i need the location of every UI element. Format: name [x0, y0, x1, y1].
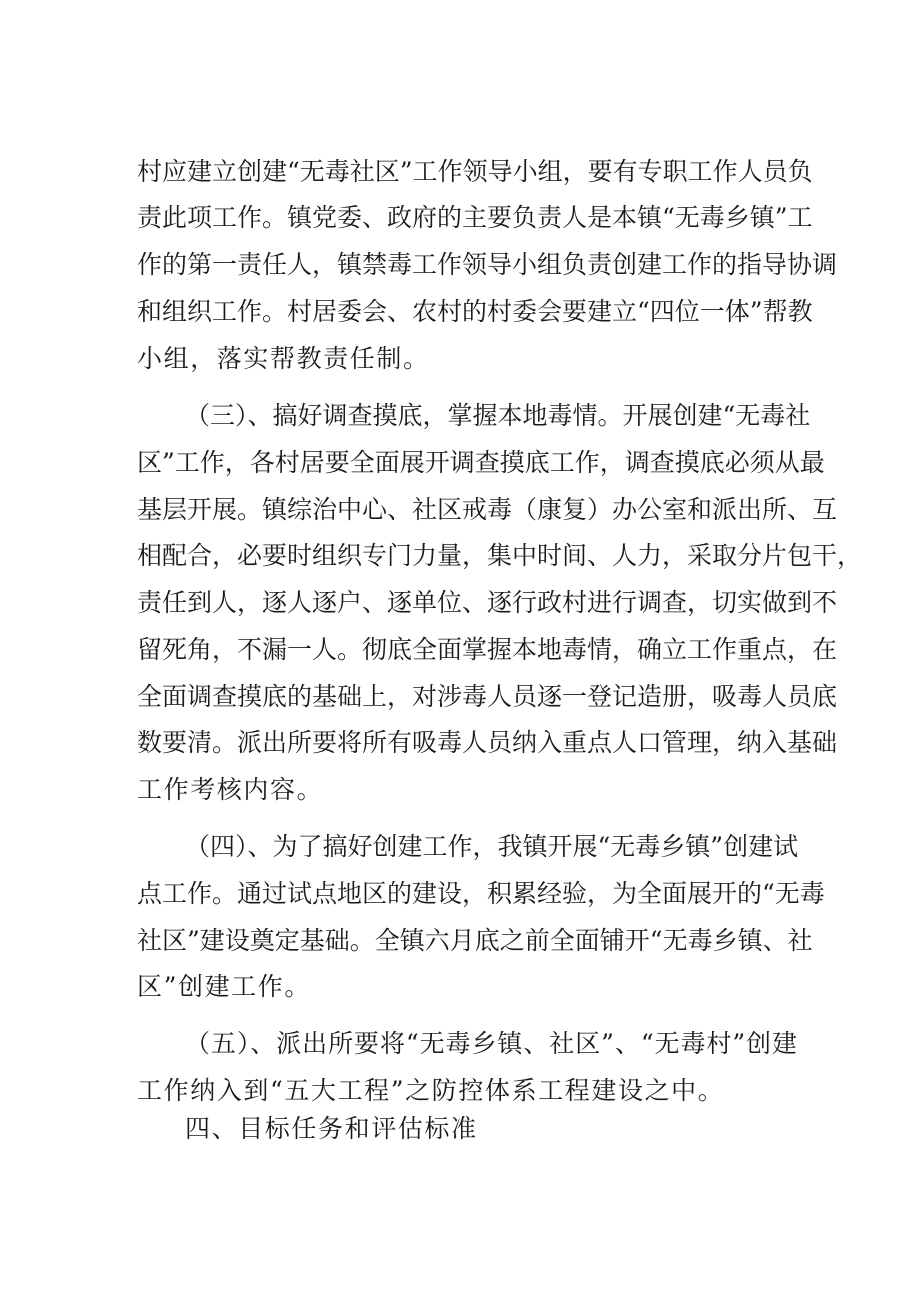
paragraph-2-line-4: 相配合，必要时组织专门力量，集中时间、人力，采取分片包干， — [137, 541, 863, 570]
section-heading: 四、目标任务和评估标准 — [185, 1114, 478, 1143]
paragraph-4-line-2: 工作纳入到“五大工程”之防控体系工程建设之中。 — [137, 1076, 725, 1105]
paragraph-2-line-2: 区”工作，各村居要全面展开调查摸底工作，调查摸底必须从最 — [137, 448, 825, 477]
paragraph-2-line-5: 责任到人，逐人逐户、逐单位、逐行政村进行调查，切实做到不 — [137, 588, 838, 617]
paragraph-3-line-4: 区”创建工作。 — [137, 972, 311, 1001]
paragraph-2-line-9: 工作考核内容。 — [137, 775, 324, 804]
paragraph-1-line-3: 作的第一责任人，镇禁毒工作领导小组负责创建工作的指导协调 — [137, 250, 838, 279]
paragraph-1-line-5: 小组，落实帮教责任制。 — [137, 344, 430, 373]
paragraph-1-line-1: 村应建立创建“无毒社区”工作领导小组，要有专职工作人员负 — [137, 157, 813, 186]
paragraph-3-line-2: 点工作。通过试点地区的建设，积累经验，为全面展开的“无毒 — [137, 879, 825, 908]
paragraph-3-line-3: 社区”建设奠定基础。全镇六月底之前全面铺开“无毒乡镇、社 — [137, 926, 813, 955]
paragraph-2-line-1: （三）、搞好调查摸底，掌握本地毒情。开展创建“无毒社 — [185, 401, 811, 430]
paragraph-3-line-1: （四）、为了搞好创建工作，我镇开展“无毒乡镇”创建试 — [185, 832, 799, 861]
paragraph-1-line-4: 和组织工作。村居委会、农村的村委会要建立“四位一体”帮教 — [137, 297, 813, 326]
paragraph-2-line-8: 数要清。派出所要将所有吸毒人员纳入重点人口管理，纳入基础 — [137, 728, 838, 757]
paragraph-1-line-2: 责此项工作。镇党委、政府的主要负责人是本镇“无毒乡镇”工 — [137, 203, 813, 232]
paragraph-4-line-1: （五）、派出所要将“无毒乡镇、社区”、“无毒村”创建 — [185, 1029, 797, 1058]
paragraph-2-line-7: 全面调查摸底的基础上，对涉毒人员逐一登记造册，吸毒人员底 — [137, 682, 838, 711]
paragraph-2-line-6: 留死角，不漏一人。彻底全面掌握本地毒情，确立工作重点，在 — [137, 635, 838, 664]
paragraph-2-line-3: 基层开展。镇综治中心、社区戒毒（康复）办公室和派出所、互 — [137, 495, 838, 524]
